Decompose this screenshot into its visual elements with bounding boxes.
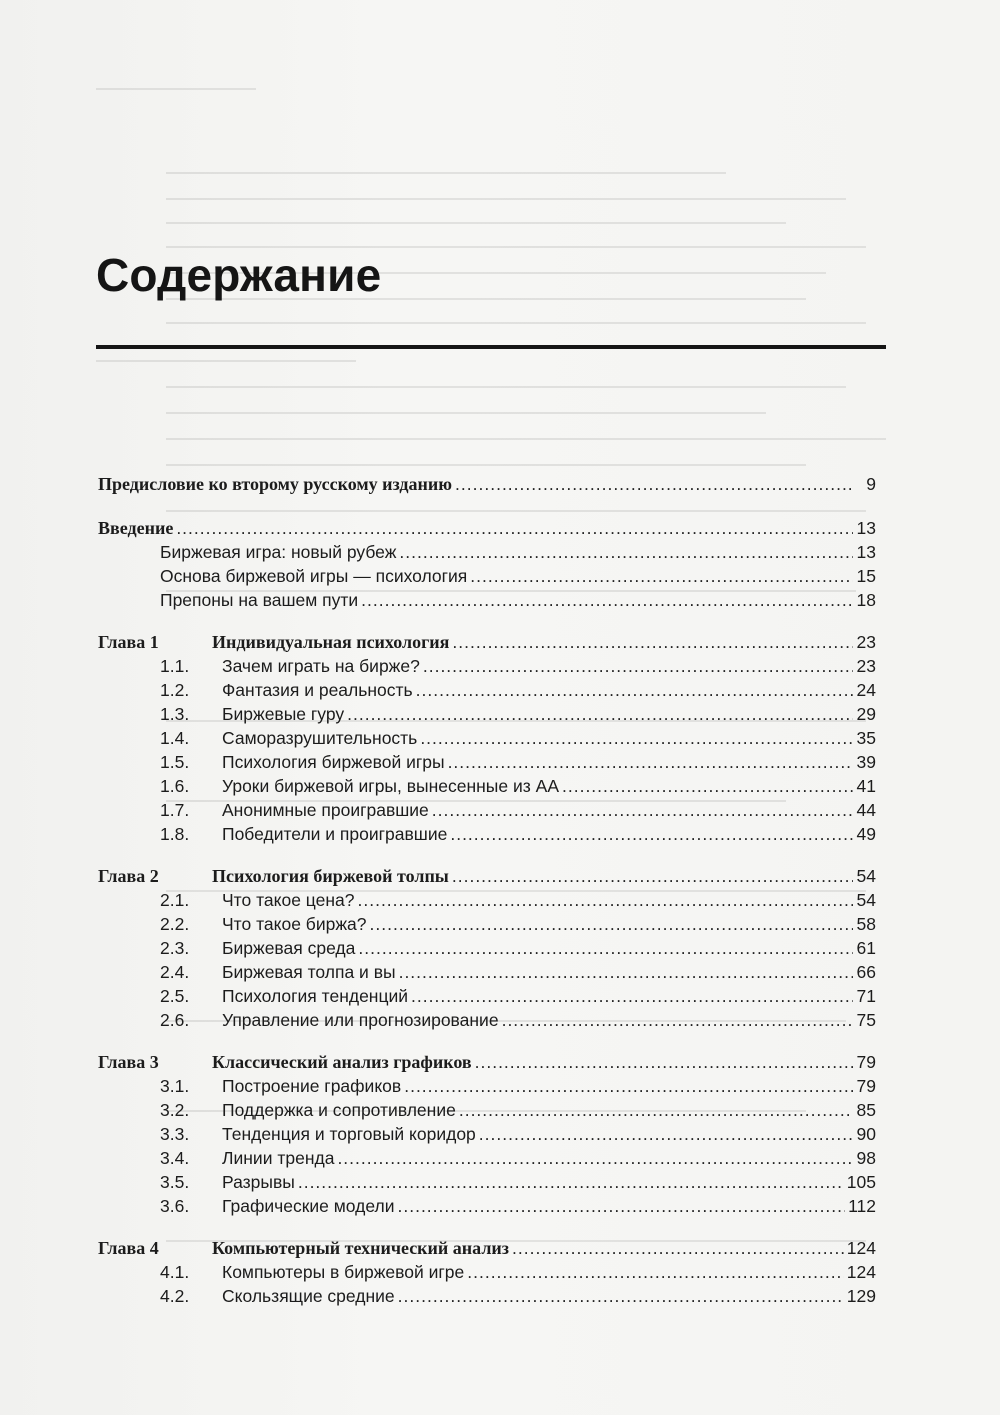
toc-page-number: 79 bbox=[856, 1052, 876, 1072]
toc-page-number: 9 bbox=[866, 474, 876, 494]
toc-page-number: 129 bbox=[846, 1286, 876, 1306]
toc-subentry bbox=[98, 1008, 876, 1032]
toc-page-number: 15 bbox=[856, 566, 876, 586]
section-number: 2.3. bbox=[160, 938, 190, 958]
toc-subentry bbox=[98, 564, 876, 588]
toc-page-number: 66 bbox=[856, 962, 876, 982]
toc-chapter-1 bbox=[98, 630, 876, 654]
dot-leader bbox=[347, 702, 853, 726]
chapter-title: Классический анализ графиков bbox=[212, 1052, 472, 1072]
toc-entry-label: Биржевая игра: новый рубеж bbox=[160, 542, 397, 562]
page-title: Содержание bbox=[96, 249, 382, 301]
chapter-title: Психология биржевой толпы bbox=[212, 866, 449, 886]
toc-entry-label: Анонимные проигравшие bbox=[222, 800, 429, 820]
section-number: 1.3. bbox=[160, 704, 190, 724]
toc-entry-label: Основа биржевой игры — психология bbox=[160, 566, 468, 586]
chapter-number: Глава 1 bbox=[98, 632, 159, 652]
chapter-number: Глава 3 bbox=[98, 1052, 159, 1072]
toc-entry-label: Фантазия и реальность bbox=[222, 680, 413, 700]
toc-entry-label: Линии тренда bbox=[222, 1148, 335, 1168]
toc-page-number: 124 bbox=[846, 1238, 876, 1258]
toc-page-number: 44 bbox=[856, 800, 876, 820]
toc-subentry bbox=[98, 822, 876, 846]
dot-leader bbox=[467, 1260, 844, 1284]
toc-entry-label: Тенденция и торговый коридор bbox=[222, 1124, 476, 1144]
dot-leader bbox=[459, 1098, 853, 1122]
toc-page-number: 54 bbox=[856, 866, 876, 886]
toc-page-number: 35 bbox=[856, 728, 876, 748]
toc-page-number: 39 bbox=[856, 752, 876, 772]
dot-leader bbox=[399, 540, 853, 564]
section-number: 3.2. bbox=[160, 1100, 190, 1120]
toc-subentry bbox=[98, 588, 876, 612]
toc-subentry bbox=[98, 888, 876, 912]
toc-page-number: 41 bbox=[856, 776, 876, 796]
chapter-title: Индивидуальная психология bbox=[212, 632, 450, 652]
toc-page-number: 79 bbox=[856, 1076, 876, 1096]
toc-page-number: 124 bbox=[846, 1262, 876, 1282]
toc-page-number: 23 bbox=[856, 656, 876, 676]
dot-leader bbox=[562, 774, 853, 798]
toc-entry-label: Биржевая толпа и вы bbox=[222, 962, 396, 982]
dot-leader bbox=[361, 588, 853, 612]
section-number: 1.2. bbox=[160, 680, 190, 700]
section-number: 1.8. bbox=[160, 824, 190, 844]
dot-leader bbox=[358, 936, 853, 960]
toc-entry-label: Что такое биржа? bbox=[222, 914, 367, 934]
toc-page-number: 13 bbox=[856, 518, 876, 538]
toc-subentry bbox=[98, 678, 876, 702]
dot-leader bbox=[502, 1008, 853, 1032]
dot-leader bbox=[298, 1170, 844, 1194]
toc-entry-label: Поддержка и сопротивление bbox=[222, 1100, 456, 1120]
toc-entry-label: Управление или прогнозирование bbox=[222, 1010, 499, 1030]
section-number: 1.1. bbox=[160, 656, 190, 676]
chapter-number: Глава 4 bbox=[98, 1238, 159, 1258]
dot-leader bbox=[370, 912, 853, 936]
toc-entry-label: Биржевая среда bbox=[222, 938, 356, 958]
toc-subentry bbox=[98, 1284, 876, 1308]
toc-entry-label: Победители и проигравшие bbox=[222, 824, 448, 844]
chapter-number: Глава 2 bbox=[98, 866, 159, 886]
toc-page-number: 49 bbox=[856, 824, 876, 844]
dot-leader bbox=[404, 1074, 853, 1098]
toc-entry-preface bbox=[98, 472, 876, 496]
toc-entry-intro bbox=[98, 516, 876, 540]
dot-leader bbox=[416, 678, 853, 702]
dot-leader bbox=[398, 1194, 846, 1218]
section-number: 1.6. bbox=[160, 776, 190, 796]
title-rule bbox=[96, 345, 886, 349]
toc-subentry bbox=[98, 912, 876, 936]
toc-entry-label: Скользящие средние bbox=[222, 1286, 395, 1306]
toc-entry-label: Построение графиков bbox=[222, 1076, 402, 1096]
toc-subentry bbox=[98, 750, 876, 774]
toc-subentry bbox=[98, 1170, 876, 1194]
toc-subentry bbox=[98, 726, 876, 750]
section-number: 4.2. bbox=[160, 1286, 190, 1306]
toc-page-number: 75 bbox=[856, 1010, 876, 1030]
dot-leader bbox=[176, 516, 853, 540]
section-number: 2.5. bbox=[160, 986, 190, 1006]
toc-page-number: 58 bbox=[856, 914, 876, 934]
dot-leader bbox=[470, 564, 853, 588]
toc-subentry bbox=[98, 1122, 876, 1146]
toc-entry-label: Графические модели bbox=[222, 1196, 395, 1216]
toc-page-number: 105 bbox=[846, 1172, 876, 1192]
toc-page-number: 85 bbox=[856, 1100, 876, 1120]
toc-subentry bbox=[98, 774, 876, 798]
toc-page-number: 90 bbox=[856, 1124, 876, 1144]
toc-entry-label: Введение bbox=[98, 518, 174, 538]
toc-subentry bbox=[98, 1260, 876, 1284]
dot-leader bbox=[398, 1284, 844, 1308]
toc-entry-label: Разрывы bbox=[222, 1172, 295, 1192]
section-number: 2.1. bbox=[160, 890, 190, 910]
toc-page-number: 24 bbox=[856, 680, 876, 700]
dot-leader bbox=[337, 1146, 853, 1170]
table-of-contents bbox=[98, 472, 876, 1308]
toc-subentry bbox=[98, 702, 876, 726]
section-number: 1.5. bbox=[160, 752, 190, 772]
toc-page-number: 71 bbox=[856, 986, 876, 1006]
toc-subentry bbox=[98, 1146, 876, 1170]
toc-page-number: 23 bbox=[856, 632, 876, 652]
dot-leader bbox=[432, 798, 853, 822]
toc-page-number: 61 bbox=[856, 938, 876, 958]
toc-entry-label: Биржевые гуру bbox=[222, 704, 345, 724]
toc-entry-label: Что такое цена? bbox=[222, 890, 355, 910]
section-number: 3.1. bbox=[160, 1076, 190, 1096]
toc-entry-label: Уроки биржевой игры, вынесенные из АА bbox=[222, 776, 559, 796]
toc-page-number: 98 bbox=[856, 1148, 876, 1168]
toc-page-number: 18 bbox=[856, 590, 876, 610]
toc-subentry bbox=[98, 1098, 876, 1122]
toc-page-number: 29 bbox=[856, 704, 876, 724]
section-number: 3.3. bbox=[160, 1124, 190, 1144]
section-number: 3.4. bbox=[160, 1148, 190, 1168]
dot-leader bbox=[358, 888, 854, 912]
toc-subentry bbox=[98, 936, 876, 960]
dot-leader bbox=[423, 654, 853, 678]
toc-entry-label: Зачем играть на бирже? bbox=[222, 656, 420, 676]
toc-entry-label: Препоны на вашем пути bbox=[160, 590, 359, 610]
section-number: 4.1. bbox=[160, 1262, 190, 1282]
toc-subentry bbox=[98, 654, 876, 678]
toc-entry-label: Саморазрушительность bbox=[222, 728, 418, 748]
toc-page-number: 112 bbox=[848, 1196, 876, 1216]
dot-leader bbox=[452, 864, 853, 888]
dot-leader bbox=[448, 750, 853, 774]
toc-subentry bbox=[98, 1194, 876, 1218]
toc-entry-label: Компьютеры в биржевой игре bbox=[222, 1262, 465, 1282]
section-number: 2.6. bbox=[160, 1010, 190, 1030]
toc-subentry bbox=[98, 1074, 876, 1098]
dot-leader bbox=[455, 472, 853, 496]
section-number: 3.6. bbox=[160, 1196, 190, 1216]
toc-chapter-4 bbox=[98, 1236, 876, 1260]
dot-leader bbox=[475, 1050, 853, 1074]
dot-leader bbox=[452, 630, 853, 654]
toc-subentry bbox=[98, 960, 876, 984]
section-number: 1.7. bbox=[160, 800, 190, 820]
toc-subentry bbox=[98, 798, 876, 822]
toc-chapter-2 bbox=[98, 864, 876, 888]
toc-page-number: 54 bbox=[856, 890, 876, 910]
section-number: 1.4. bbox=[160, 728, 190, 748]
section-number: 3.5. bbox=[160, 1172, 190, 1192]
section-number: 2.4. bbox=[160, 962, 190, 982]
toc-entry-label: Психология биржевой игры bbox=[222, 752, 445, 772]
toc-subentry bbox=[98, 984, 876, 1008]
dot-leader bbox=[450, 822, 853, 846]
toc-page-number: 13 bbox=[856, 542, 876, 562]
toc-entry-label: Предисловие ко второму русскому изданию bbox=[98, 474, 453, 494]
dot-leader bbox=[479, 1122, 853, 1146]
toc-subentry bbox=[98, 540, 876, 564]
dot-leader bbox=[411, 984, 853, 1008]
toc-chapter-3 bbox=[98, 1050, 876, 1074]
toc-entry-label: Психология тенденций bbox=[222, 986, 409, 1006]
section-number: 2.2. bbox=[160, 914, 190, 934]
chapter-title: Компьютерный технический анализ bbox=[212, 1238, 510, 1258]
dot-leader bbox=[512, 1236, 844, 1260]
dot-leader bbox=[399, 960, 853, 984]
dot-leader bbox=[420, 726, 853, 750]
